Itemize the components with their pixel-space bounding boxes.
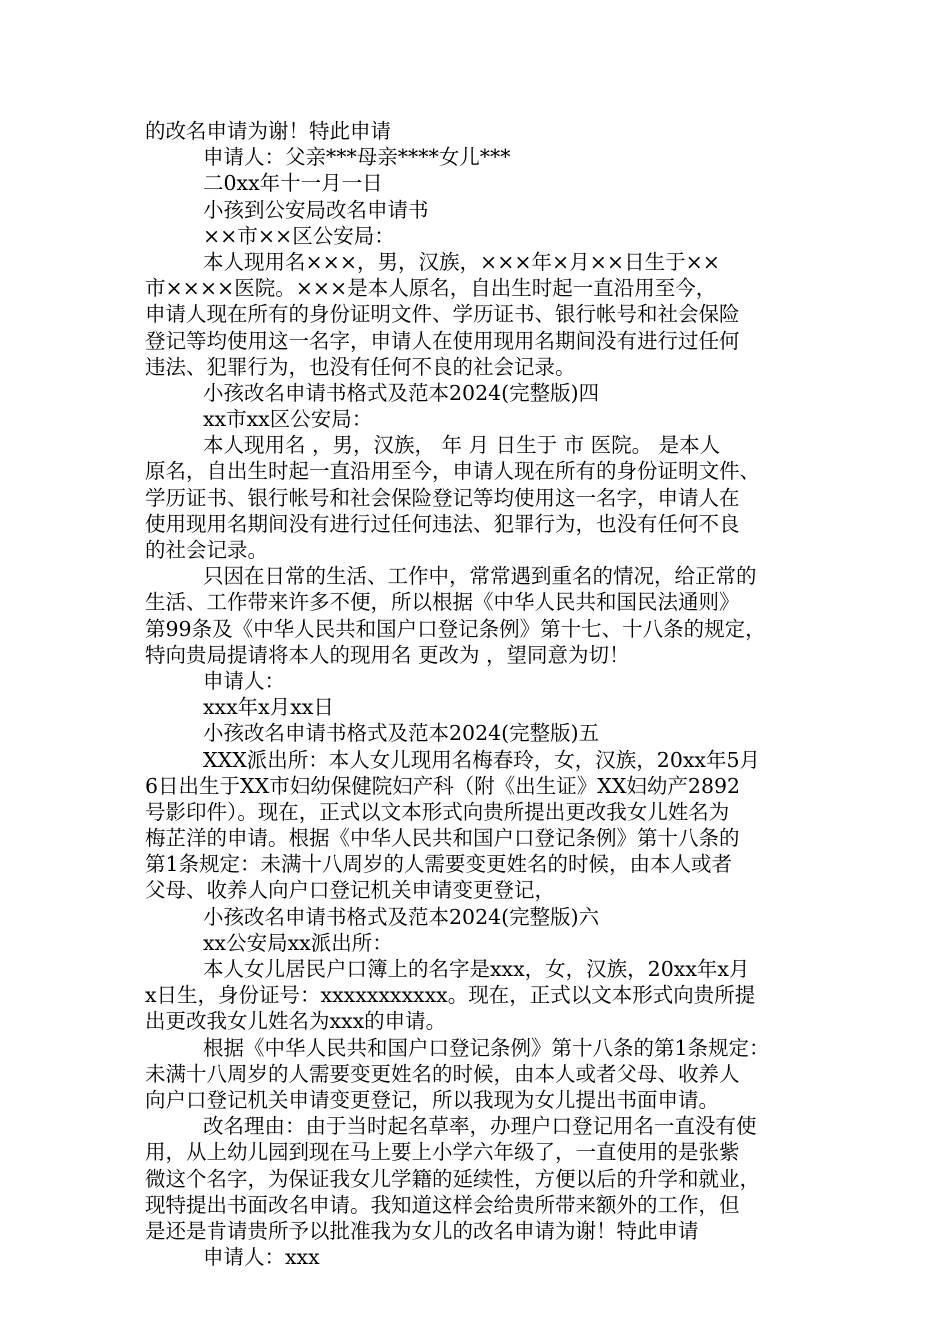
text-line: 根据《中华人民共和国户口登记条例》第十八条的第1条规定：	[203, 1035, 770, 1060]
text-line: XXX派出所：本人女儿现用名梅春玲，女，汉族，20xx年5月	[203, 747, 761, 772]
text-line: 出更改我女儿姓名为xxx的申请。	[145, 1009, 447, 1034]
text-line: 生活、工作带来许多不便，所以根据《中华人民共和国民法通则》	[145, 590, 740, 615]
text-line: x日生，身份证号：xxxxxxxxxxx。现在，正式以文本形式向贵所提	[145, 983, 756, 1008]
text-line: 本人现用名 ，男，汉族， 年 月 日生于 市 医院。 是本人	[203, 433, 721, 458]
text-line: 小孩到公安局改名申请书	[203, 197, 429, 222]
text-line: 原名，自出生时起一直沿用至今，申请人现在所有的身份证明文件、	[145, 459, 760, 484]
text-line: xxx年x月xx日	[203, 695, 334, 720]
text-line: 登记等均使用这一名字，申请人在使用现用名期间没有进行过任何	[145, 328, 740, 353]
text-line: 的社会记录。	[145, 538, 268, 562]
text-line: 申请人现在所有的身份证明文件、学历证书、银行帐号和社会保险	[145, 302, 740, 327]
text-line: 号影印件）。现在，正式以文本形式向贵所提出更改我女儿姓名为	[145, 799, 730, 824]
text-line: 未满十八周岁的人需要变更姓名的时候，由本人或者父母、收养人	[145, 1061, 740, 1086]
text-line: 父母、收养人向户口登记机关申请变更登记，	[145, 878, 555, 903]
text-line: ××市××区公安局：	[203, 223, 395, 248]
text-line: 向户口登记机关申请变更登记，所以我现为女儿提出书面申请。	[145, 1087, 719, 1112]
text-line: 小孩改名申请书格式及范本2024(完整版)五	[203, 721, 600, 746]
text-line: 违法、犯罪行为，也没有任何不良的社会记录。	[145, 354, 576, 379]
document-body	[145, 118, 815, 1270]
text-line: 用，从上幼儿园到现在马上要上小学六年级了，一直使用的是张紫	[145, 1140, 740, 1165]
text-line: 二0xx年十一月一日	[203, 171, 383, 196]
text-line: 本人现用名×××，男，汉族，×××年×月××日生于××	[203, 249, 720, 274]
text-line: 使用现用名期间没有进行过任何违法、犯罪行为，也没有任何不良	[145, 511, 740, 536]
text-line: 6日出生于XX市妇幼保健院妇产科（附《出生证》XX妇幼产2892	[145, 773, 741, 798]
text-line: 小孩改名申请书格式及范本2024(完整版)六	[203, 904, 600, 929]
text-line: 的改名申请为谢！特此申请	[145, 119, 391, 143]
text-line: 申请人：xxx	[203, 1245, 320, 1270]
text-line: 学历证书、银行帐号和社会保险登记等均使用这一名字，申请人在	[145, 485, 740, 510]
text-line: 申请人：父亲***母亲****女儿***	[203, 145, 511, 170]
text-line: 微这个名字，为保证我女儿学籍的延续性，方便以后的升学和就业，	[145, 1166, 760, 1191]
text-line: xx公安局xx派出所：	[203, 930, 393, 955]
text-line: 现特提出书面改名申请。我知道这样会给贵所带来额外的工作，但	[145, 1192, 740, 1217]
text-line: 市××××医院。×××是本人原名，自出生时起一直沿用至今，	[145, 276, 717, 301]
text-line: 第1条规定：未满十八周岁的人需要变更姓名的时候，由本人或者	[145, 852, 733, 877]
text-line: xx市xx区公安局：	[203, 407, 373, 432]
text-line: 第99条及《中华人民共和国户口登记条例》第十七、十八条的规定，	[145, 616, 766, 641]
text-line: 小孩改名申请书格式及范本2024(完整版)四	[203, 380, 600, 405]
text-line: 特向贵局提请将本人的现用名 更改为 ，望同意为切！	[145, 642, 630, 667]
text-line: 是还是肯请贵所予以批准我为女儿的改名申请为谢！特此申请	[145, 1218, 699, 1243]
text-line: 改名理由：由于当时起名草率，办理户口登记用名一直没有使	[203, 1114, 757, 1139]
text-line: 申请人：	[203, 668, 285, 693]
text-line: 梅芷洋的申请。根据《中华人民共和国户口登记条例》第十八条的	[145, 826, 740, 851]
text-line: 只因在日常的生活、工作中，常常遇到重名的情况，给正常的	[203, 564, 757, 589]
text-line: 本人女儿居民户口簿上的名字是xxx，女，汉族，20xx年x月	[203, 957, 750, 981]
